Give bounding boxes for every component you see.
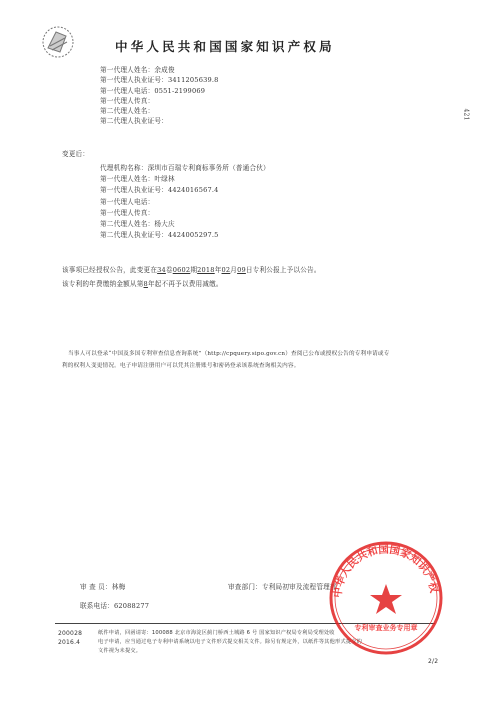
- fee-reduction-notice: [62, 280, 223, 289]
- examiner-line: [80, 583, 125, 592]
- notice-month: 02: [221, 266, 231, 274]
- page-number: 2/2: [428, 658, 439, 665]
- agent-before-row: [100, 66, 219, 76]
- agent-after-row: [100, 209, 270, 220]
- field-label: 第一代理人传真：: [100, 208, 155, 217]
- office-title: 中华人民共和国国家知识产权局: [115, 39, 335, 54]
- agent-after-row: [100, 231, 270, 242]
- query-note-line-2: 利的权利人变更情况。电子申请注册用户可以凭其注册账号和密码登录该系统查询相关内容。: [62, 363, 300, 369]
- phone-line: [80, 602, 149, 611]
- department-line: [228, 583, 337, 592]
- e-filing-instructions: 电子申请，应当通过电子专利申请系统以电子文件形式提交相关文件。除另有规定外，以纸件等其他形式提交的: [98, 639, 362, 645]
- change-after-label: 变更后：: [62, 150, 90, 158]
- agent-before-row: [100, 107, 219, 117]
- notice-text: 该专利的年费缴纳金额从第: [62, 280, 144, 288]
- notice-text: 卷: [165, 266, 173, 274]
- phone-number: 62088277: [113, 602, 150, 610]
- form-date: 2016.4: [58, 639, 81, 646]
- issue-number: 0602: [172, 266, 191, 274]
- notice-text: 日专利公报上予以公告。: [245, 266, 321, 274]
- field-label: 第二代理人姓名：: [100, 219, 155, 228]
- notice-text: 月: [230, 266, 238, 274]
- svg-text:中华人民共和国国家知识产权局: 中华人民共和国国家知识产权: [331, 543, 440, 599]
- field-label: 第二代理人执业证号：: [100, 231, 168, 240]
- examiner-label: 审 查 员：: [80, 583, 112, 591]
- e-filing-instructions-cont: 文件视为未提交。: [98, 648, 142, 654]
- field-label: 第二代理人执业证号：: [100, 117, 168, 126]
- publication-notice: [62, 266, 321, 275]
- agent-after-row: [100, 220, 270, 231]
- examiner-name: 林梅: [111, 583, 126, 591]
- svg-text:专利审查业务专用章: 专利审查业务专用章: [354, 624, 418, 632]
- query-note-line-1: 当事人可以登录“中国及多国专利审查信息查询系统”（http://cpquery.sipo.gov.cn）查阅已公布或授权公告的专利申请或专: [68, 351, 390, 357]
- agent-after-block: [100, 164, 270, 242]
- notice-text: 期: [190, 266, 198, 274]
- field-label: 第二代理人姓名：: [100, 107, 155, 116]
- field-label: 代理机构名称：: [100, 164, 148, 172]
- field-value: 0551-2199069: [154, 86, 206, 95]
- fee-year: 8: [143, 280, 148, 288]
- agent-after-row: [100, 164, 270, 175]
- agent-before-row: [100, 87, 219, 97]
- field-label: 第一代理人姓名：: [100, 66, 155, 74]
- department-label: 审查部门：: [228, 583, 262, 591]
- agent-before-row: [100, 117, 219, 127]
- seal-icon: [326, 538, 446, 658]
- field-label: 第一代理人电话：: [100, 86, 155, 95]
- paper-mail-instructions: 纸件申请，回函请寄：100088 北京市海淀区蓟门桥西土城路 6 号 国家知识产权局专利局受理处收: [98, 630, 335, 636]
- agent-before-block: [100, 66, 219, 128]
- agent-before-row: [100, 76, 219, 86]
- notice-text: 该事项已经授权公告，此变更在: [62, 266, 158, 274]
- field-label: 第一代理人电话：: [100, 197, 155, 206]
- field-value: 深圳市百瑞专利商标事务所（普通合伙）: [147, 164, 270, 172]
- department-name: 专利局初审及流程管理部: [261, 583, 337, 591]
- field-value: 叶绿林: [154, 175, 175, 184]
- official-seal: [326, 538, 446, 658]
- field-value: 余成俊: [154, 66, 175, 74]
- phone-label: 联系电话：: [80, 602, 114, 610]
- notice-text: 年: [214, 266, 222, 274]
- field-label: 第一代理人执业证号：: [100, 186, 168, 195]
- field-value: 4424005297.5: [167, 231, 219, 240]
- agent-after-row: [100, 175, 270, 186]
- notice-day: 09: [237, 266, 246, 274]
- agent-after-row: [100, 186, 270, 197]
- volume-number: 34: [157, 266, 166, 274]
- form-code: 200028: [58, 630, 83, 637]
- field-value: 杨大庆: [154, 219, 175, 228]
- field-label: 第一代理人传真：: [100, 96, 155, 105]
- notice-text: 年起不再予以费用减缴。: [147, 280, 223, 288]
- field-label: 第一代理人执业证号：: [100, 76, 168, 85]
- sipo-logo: [40, 24, 76, 60]
- side-code: 421: [462, 108, 470, 121]
- agent-before-row: [100, 97, 219, 107]
- field-value: 3411205639.8: [167, 76, 219, 85]
- notice-year: 2018: [197, 266, 215, 274]
- field-value: 4424016567.4: [167, 186, 219, 195]
- logo-icon: [40, 24, 76, 60]
- field-label: 第一代理人姓名：: [100, 175, 155, 184]
- agent-after-row: [100, 198, 270, 209]
